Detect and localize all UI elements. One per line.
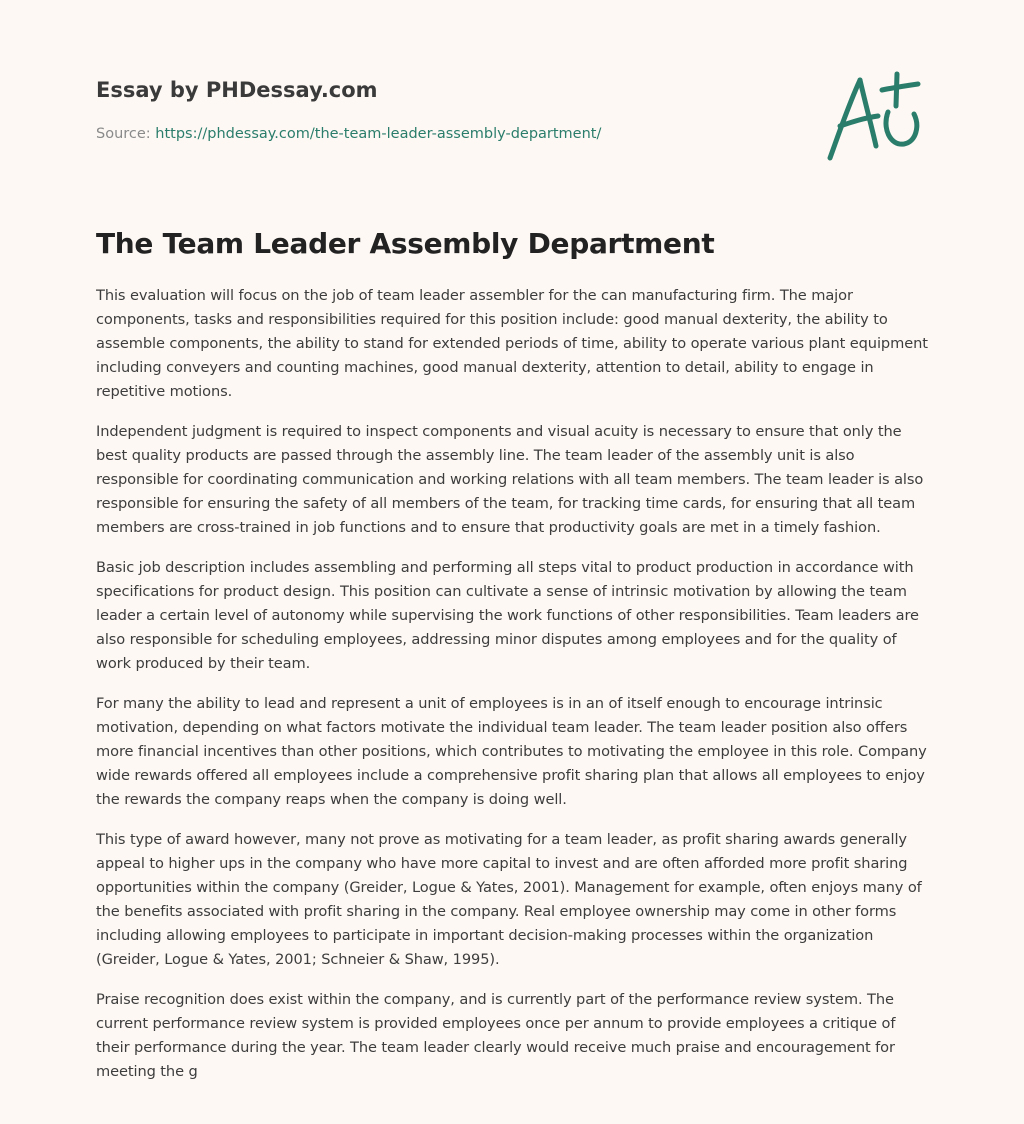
essay-body <box>96 284 932 1114</box>
paragraph: Independent judgment is required to inspect components and visual acuity is necessary to ensure that only the best quality products are passed through the assembly line. The team leader of the assembly unit is also responsible for coordinating communication and working relations with all team members. The team leader is also responsible for ensuring the safety of all members of the team, for tracking time cards, for ensuring that all team members are cross-trained in job functions and to ensure that productivity goals are met in a timely fashion. <box>96 423 924 536</box>
essay-header <box>96 76 856 144</box>
paragraph: This evaluation will focus on the job of team leader assembler for the can manufacturing firm. The major components, tasks and responsibilities required for this position include: good manual dexterity, the ability to assemble components, the ability to stand for extended periods of time, ability to operate various plant equipment including conveyers and counting machines, good manual dexterity, attention to detail, ability to engage in repetitive motions. <box>96 287 928 400</box>
paragraph: Praise recognition does exist within the company, and is currently part of the performance review system. The current performance review system is provided employees once per annum to provide employees a critique of their performance during the year. The team leader clearly would receive much praise and encouragement for meeting the g <box>96 991 896 1080</box>
site-brand: Essay by PHDessay.com <box>96 78 378 102</box>
a-plus-grade-icon <box>820 66 930 166</box>
paragraph: For many the ability to lead and represent a unit of employees is in an of itself enough to encourage intrinsic motivation, depending on what factors motivate the individual team leader. The team leader position also offers more financial incentives than other positions, which contributes to motivating the employee in this role. Company wide rewards offered all employees include a comprehensive profit sharing plan that allows all employees to enjoy the rewards the company reaps when the company is doing well. <box>96 695 927 808</box>
paragraph: Basic job description includes assembling and performing all steps vital to product production in accordance with specifications for product design. This position can cultivate a sense of intrinsic motivation by allowing the team leader a certain level of autonomy while supervising the work functions of other responsibilities. Team leaders are also responsible for scheduling employees, addressing minor disputes among employees and for the quality of work produced by their team. <box>96 559 919 672</box>
source-link[interactable]: https://phdessay.com/the-team-leader-assembly-department/ <box>155 126 602 142</box>
source-line <box>96 124 856 144</box>
page-title: The Team Leader Assembly Department <box>96 227 715 260</box>
source-label: Source: <box>96 126 151 142</box>
paragraph: This type of award however, many not prove as motivating for a team leader, as profit sharing awards generally appeal to higher ups in the company who have more capital to invest and are often afforded more profit sharing opportunities within the company (Greider, Logue & Yates, 2001). Management for example, often enjoys many of the benefits associated with profit sharing in the company. Real employee ownership may come in other forms including allowing employees to participate in important decision-making processes within the organization (Greider, Logue & Yates, 2001; Schneier & Shaw, 1995). <box>96 831 922 968</box>
